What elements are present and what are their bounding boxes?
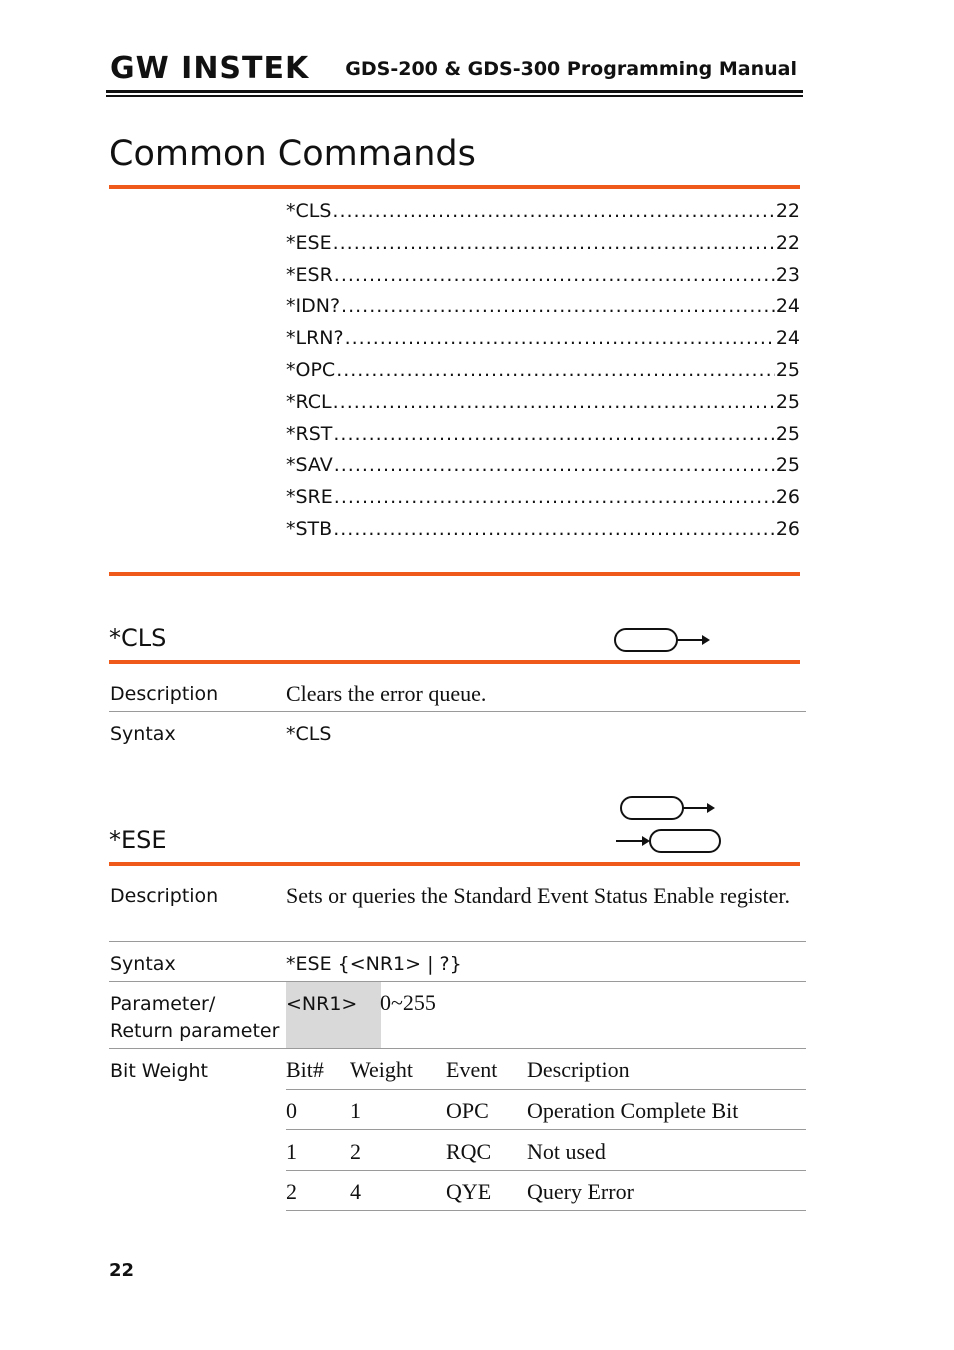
toc-entry[interactable] xyxy=(286,391,800,423)
toc-leader xyxy=(333,518,775,540)
cls-section-title: *CLS xyxy=(109,624,167,652)
chapter-rule xyxy=(109,185,800,189)
ese-param-range: 0~255 xyxy=(380,990,436,1015)
ese-section-title: *ESE xyxy=(109,826,167,854)
brand-logo: GW INSTEK xyxy=(110,51,310,86)
header-rule-secondary xyxy=(106,95,803,97)
toc-command: *RCL xyxy=(286,390,332,413)
toc-command: *OPC xyxy=(286,358,336,381)
description-cell: Operation Complete Bit xyxy=(527,1098,739,1123)
weight-cell: 2 xyxy=(350,1139,361,1164)
ese-description-label: Description xyxy=(110,885,219,907)
toc-page: 25 xyxy=(775,454,800,477)
ese-bit-weight-label: Bit Weight xyxy=(110,1060,208,1082)
table-row-divider xyxy=(286,1170,806,1171)
toc-command: *SRE xyxy=(286,486,333,509)
toc-entry[interactable] xyxy=(286,264,800,296)
toc-entry[interactable] xyxy=(286,518,800,550)
cls-description: Clears the error queue. xyxy=(286,681,487,706)
toc-end-rule xyxy=(109,572,800,576)
page-number: 22 xyxy=(109,1260,135,1281)
toc-page: 25 xyxy=(775,358,800,381)
toc-page: 22 xyxy=(775,200,800,222)
cls-syntax-label: Syntax xyxy=(110,723,176,745)
toc-leader xyxy=(334,454,775,476)
divider xyxy=(109,711,806,712)
ese-param-name: <NR1> xyxy=(286,993,358,1015)
cls-description-label: Description xyxy=(110,683,219,705)
bit-cell: 1 xyxy=(286,1139,297,1164)
table-row-divider xyxy=(286,1089,806,1090)
toc-leader xyxy=(334,264,775,286)
event-cell: QYE xyxy=(446,1179,492,1204)
divider xyxy=(109,981,806,982)
toc-entry[interactable] xyxy=(286,327,800,359)
toc-leader xyxy=(341,295,775,317)
toc-entry[interactable] xyxy=(286,232,800,264)
toc-entry[interactable] xyxy=(286,423,800,455)
ese-param-label-line2: Return parameter xyxy=(110,1020,280,1042)
ese-syntax-label: Syntax xyxy=(110,953,176,975)
toc-command: *SAV xyxy=(286,454,333,477)
ese-param-label-line1: Parameter/ xyxy=(110,993,216,1015)
weight-cell: 1 xyxy=(350,1098,361,1123)
cls-section-rule xyxy=(109,660,800,664)
toc-page: 24 xyxy=(775,327,800,350)
toc-page: 26 xyxy=(775,486,800,509)
table-row-divider xyxy=(286,1210,806,1211)
toc-entry[interactable] xyxy=(286,295,800,327)
toc-page: 26 xyxy=(775,517,800,540)
toc-leader xyxy=(345,327,775,349)
toc-command: *ESR xyxy=(286,263,333,286)
bit-cell: 2 xyxy=(286,1179,297,1204)
toc-page: 25 xyxy=(775,422,800,445)
toc-entry[interactable] xyxy=(286,454,800,486)
chapter-title: Common Commands xyxy=(109,134,476,174)
divider xyxy=(109,941,806,942)
toc-command: *STB xyxy=(286,517,333,540)
toc-command: *ESE xyxy=(286,231,332,254)
toc-command: *LRN? xyxy=(286,327,344,350)
table-of-contents xyxy=(286,200,800,550)
ese-section-rule xyxy=(109,862,800,866)
toc-page: 24 xyxy=(775,295,800,318)
cls-syntax: *CLS xyxy=(286,723,332,745)
toc-entry[interactable] xyxy=(286,200,800,232)
toc-entry[interactable] xyxy=(286,359,800,391)
bit-cell: 0 xyxy=(286,1098,297,1123)
event-header: Event xyxy=(446,1057,498,1082)
bit-header: Bit# xyxy=(286,1057,324,1082)
toc-page: 22 xyxy=(775,231,800,254)
toc-leader xyxy=(334,486,775,508)
toc-leader xyxy=(332,200,774,222)
weight-cell: 4 xyxy=(350,1179,361,1204)
set-query-command-icon xyxy=(614,794,724,856)
toc-entry[interactable] xyxy=(286,486,800,518)
table-row-divider xyxy=(286,1129,806,1130)
event-cell: OPC xyxy=(446,1098,489,1123)
description-cell: Not used xyxy=(527,1139,606,1164)
set-command-icon xyxy=(612,626,712,654)
ese-syntax: *ESE {<NR1> | ?} xyxy=(286,953,462,975)
description-cell: Query Error xyxy=(527,1179,634,1204)
toc-command: *RST xyxy=(286,422,333,445)
toc-page: 23 xyxy=(775,263,800,286)
event-cell: RQC xyxy=(446,1139,492,1164)
description-header: Description xyxy=(527,1057,630,1082)
toc-leader xyxy=(336,359,775,381)
divider xyxy=(109,1048,806,1049)
header-rule xyxy=(106,90,803,93)
toc-command: *CLS xyxy=(286,200,332,222)
manual-title: GDS-200 & GDS-300 Programming Manual xyxy=(345,58,797,80)
toc-leader xyxy=(333,391,775,413)
toc-page: 25 xyxy=(775,390,800,413)
ese-description: Sets or queries the Standard Event Status Enable register. xyxy=(286,883,791,908)
toc-command: *IDN? xyxy=(286,295,341,318)
toc-leader xyxy=(333,423,774,445)
toc-leader xyxy=(333,232,775,254)
weight-header: Weight xyxy=(350,1057,413,1082)
